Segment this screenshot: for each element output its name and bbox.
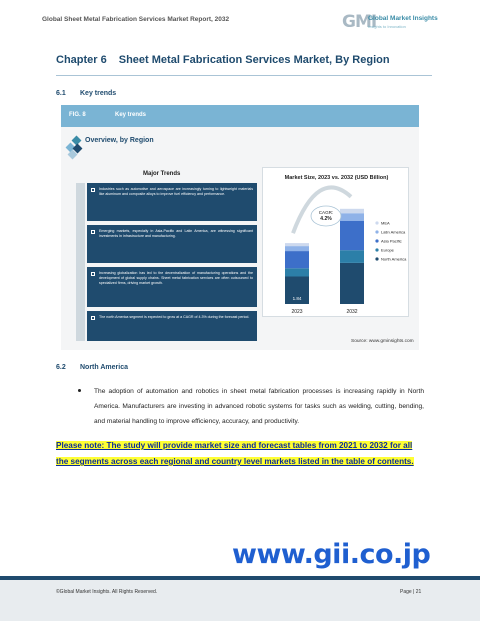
major-trends-list — [76, 183, 253, 343]
section-number: 6.1 — [56, 90, 66, 97]
trend-text: Increasing globalization has led to the decentralization of manufacturing operations and the development of global supply chains. Sheet metal fabrication services are often outsourced to specialized firms, driving market growth. — [99, 271, 253, 285]
x-tick-label: 2032 — [346, 309, 358, 315]
bar-2023-series-4 — [285, 243, 309, 246]
market-size-chart-panel — [262, 167, 409, 317]
checkbox-icon — [91, 188, 95, 192]
trend-item — [87, 225, 257, 263]
legend-marker — [375, 257, 378, 260]
checkbox-icon — [91, 272, 95, 276]
figure-title: Key trends — [115, 112, 147, 118]
bullet-icon — [78, 389, 81, 392]
overview-title: Overview, by Region — [85, 137, 154, 144]
trends-rail — [76, 183, 85, 341]
document-title: Global Sheet Metal Fabrication Services Market Report, 2032 — [42, 16, 230, 23]
x-tick-label: 2023 — [291, 309, 303, 315]
cagr-label: CAGR: — [318, 210, 334, 215]
legend-entry: Europe — [381, 247, 394, 253]
bar-2032-series-0 — [340, 263, 364, 304]
trend-item — [87, 183, 257, 221]
logo-tagline: Insights to Innovation — [368, 24, 406, 29]
market-size-chart — [263, 182, 410, 317]
section-title: North America — [80, 364, 128, 371]
page-footer — [0, 576, 480, 621]
cagr-value: 4.2% — [320, 216, 332, 222]
chart-title: Market Size, 2023 vs. 2032 (USD Billion) — [284, 175, 389, 181]
section-number: 6.2 — [56, 364, 66, 371]
trend-text: Industries such as automotive and aerospace are increasingly turning to lightweight materials like aluminum and composite alloys to improve fuel efficiency and performance. — [99, 187, 253, 196]
section-heading-key-trends — [56, 90, 116, 97]
diamonds-icon — [67, 137, 87, 159]
bar-2032-series-4 — [340, 209, 364, 214]
legend-marker — [375, 248, 378, 251]
legend-entry: Latin America — [381, 229, 406, 235]
trend-text: The north America segment is expected to grow at a CAGR of 4.3% during the forecast period. — [99, 315, 250, 319]
section-title: Key trends — [80, 90, 117, 97]
chapter-number: Chapter 6 — [56, 54, 107, 66]
legend-entry: MEA — [381, 220, 390, 226]
legend-entry: North America — [381, 256, 407, 262]
legend-marker — [375, 221, 378, 224]
logo-mark: GMI — [342, 12, 377, 32]
figure-header — [61, 105, 419, 127]
legend-entry: Asia Pacific — [381, 238, 402, 244]
bar-2032-series-3 — [340, 213, 364, 221]
body-paragraph: The adoption of automation and robotics in sheet metal fabrication processes is increasing rapidly in North America. Manufacturers are investing in advanced robotic systems for tasks such as welding, cutting, bending, and material handling to improve efficiency, accuracy, and productivity. — [94, 388, 424, 425]
page-header — [0, 0, 480, 40]
bar-2023-series-2 — [285, 251, 309, 268]
note-text: Please note: The study will provide market size and forecast tables from 2021 to 2032 for all the segments across each regional and country level markets listed in the table of contents. — [56, 441, 414, 466]
logo-name: Global Market Insights — [368, 15, 438, 22]
footer-stripe — [0, 576, 480, 580]
trend-text: Emerging markets, especially in Asia-Pacific and Latin America, are witnessing significant investments in infrastructure and manufacturing. — [99, 229, 253, 238]
bar-2023-series-3 — [285, 246, 309, 251]
data-label: 1.84 — [292, 296, 302, 301]
bar-2032-series-2 — [340, 221, 364, 250]
figure-source: Source: www.gminsights.com — [351, 339, 414, 344]
chapter-divider — [56, 75, 432, 76]
watermark-url: www.gii.co.jp — [232, 539, 431, 570]
page-number: Page | 21 — [400, 589, 422, 595]
section-heading-north-america — [56, 364, 128, 371]
major-trends-title: Major Trends — [143, 171, 181, 177]
trend-item — [87, 267, 257, 307]
checkbox-icon — [91, 230, 95, 234]
chapter-title: Sheet Metal Fabrication Services Market, By Region — [118, 54, 390, 66]
figure-label: FIG. 8 — [69, 112, 86, 118]
figure-key-trends — [61, 105, 419, 350]
checkbox-icon — [91, 316, 95, 320]
note-callout — [56, 438, 424, 470]
legend-marker — [375, 230, 378, 233]
figure-body — [61, 127, 419, 350]
bar-2023-series-1 — [285, 268, 309, 276]
gmi-logo — [342, 12, 442, 34]
footer-copyright: ©Global Market Insights. All Rights Reserved. — [56, 589, 158, 595]
trend-item — [87, 311, 257, 341]
chapter-heading — [56, 54, 390, 66]
bar-2032-series-1 — [340, 250, 364, 263]
legend-marker — [375, 239, 378, 242]
